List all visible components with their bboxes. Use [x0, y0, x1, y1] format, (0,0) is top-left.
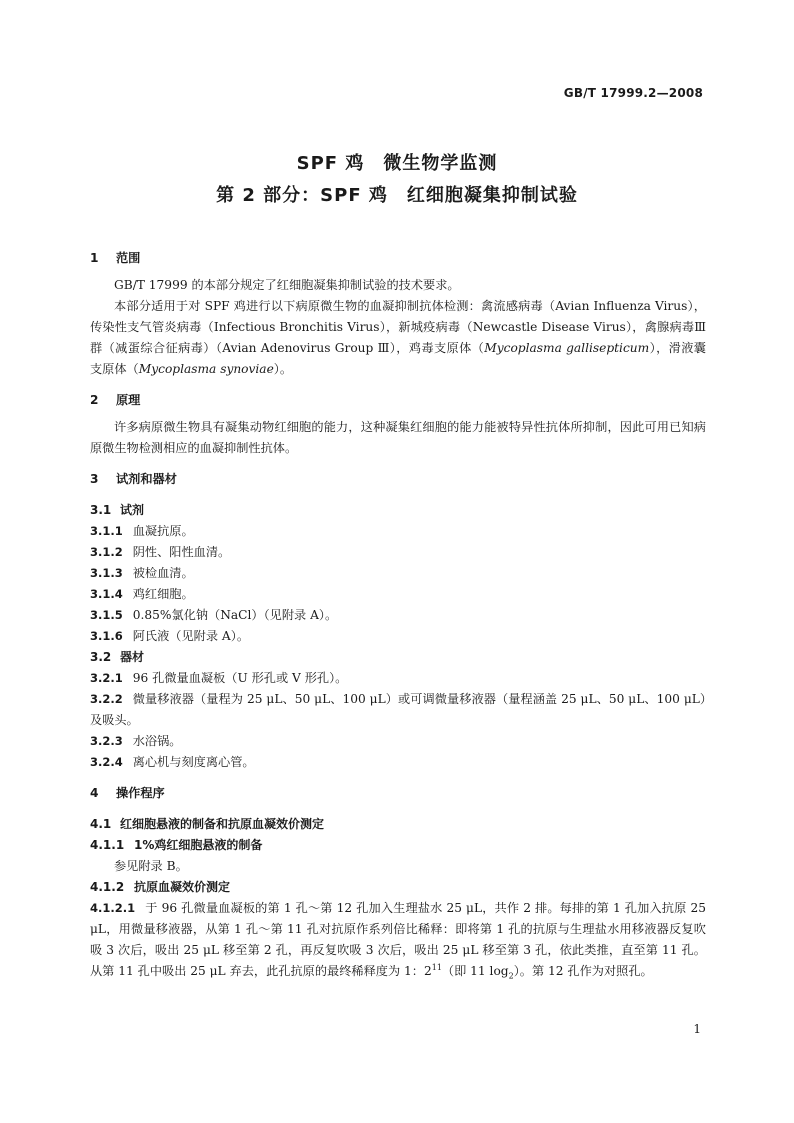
equipment-item: 3.2.2 微量移液器（量程为 25 μL、50 μL、100 μL）或可调微量移液器（量程涵盖 25 μL、50 μL、100 μL）及吸头。	[90, 692, 706, 727]
section-number: 3	[90, 472, 99, 486]
document-body	[90, 248, 706, 982]
reagent-item: 3.1.3 被检血清。	[90, 566, 194, 580]
standard-number: GB/T 17999.2—2008	[563, 86, 703, 100]
subsection-heading-equipment	[90, 647, 706, 668]
section-heading-reagents-equipment	[90, 469, 706, 490]
principle-paragraph: 许多病原微生物具有凝集动物红细胞的能力，这种凝集红细胞的能力能被特异性抗体所抑制，因此可用已知病原微生物检测相应的血凝抑制性抗体。	[90, 420, 706, 455]
scope-paragraph-1: GB/T 17999 的本部分规定了红细胞凝集抑制试验的技术要求。	[114, 278, 460, 292]
equipment-item: 3.2.1 96 孔微量血凝板（U 形孔或 V 形孔）。	[90, 671, 348, 685]
reagent-item: 3.1.4 鸡红细胞。	[90, 587, 194, 601]
reagent-item: 3.1.5 0.85%氯化钠（NaCl）（见附录 A）。	[90, 608, 338, 622]
reagent-item: 3.1.1 血凝抗原。	[90, 524, 194, 538]
antigen-titer-procedure: 4.1.2.1 于 96 孔微量血凝板的第 1 孔～第 12 孔加入生理盐水 25 μL，共作 2 排。每排的第 1 孔加入抗原 25 μL，用微量移液器，从第 1 孔～第 11 孔对抗原作系列倍比稀释：即将第 1 孔的抗原与生理盐水用移液器反复吹吸 3 次后，吸出 25 μL 移至第 2 孔，再反复吹吸 3 次后，吸出 25 μL 移至第 3 孔，依此类推，直至第 11 孔。从第 11 孔中吸出 25 μL 弃去，此孔抗原的最终稀释度为 1：$2^{11}$（即 11 $\log_2$）。第 12 孔作为对照孔。	[90, 901, 706, 981]
subsection-heading-rbc-suspension	[90, 835, 706, 856]
equipment-item: 3.2.3 水浴锅。	[90, 734, 182, 748]
page-number: 1	[693, 1022, 701, 1036]
subsection-heading-antigen-titer	[90, 877, 706, 898]
subsection-title: 红细胞悬液的制备和抗原血凝效价测定	[120, 817, 325, 831]
equipment-item: 3.2.4 离心机与刻度离心管。	[90, 755, 255, 769]
subsection-number: 3.2	[90, 650, 112, 664]
section-title: 原理	[116, 393, 141, 407]
subsection-heading-rbc-preparation	[90, 814, 706, 835]
section-heading-scope	[90, 248, 706, 269]
section-title: 试剂和器材	[116, 472, 177, 486]
section-heading-principle	[90, 390, 706, 411]
reagent-item: 3.1.6 阿氏液（见附录 A）。	[90, 629, 250, 643]
subsection-title: 试剂	[120, 503, 145, 517]
section-title: 范围	[116, 251, 141, 265]
scope-paragraph-2: 本部分适用于对 SPF 鸡进行以下病原微生物的血凝抑制抗体检测：禽流感病毒（Avian Influenza Virus），传染性支气管炎病毒（Infectious Bronchitis Virus），新城疫病毒（Newcastle Disease Virus），禽腺病毒Ⅲ群（减蛋综合征病毒）（Avian Adenovirus Group Ⅲ），鸡毒支原体（Mycoplasma gallisepticum），滑液囊支原体（Mycoplasma synoviae）。	[90, 299, 706, 376]
subsection-title: 器材	[120, 650, 145, 664]
section-number: 2	[90, 393, 99, 407]
section-title: 操作程序	[116, 786, 165, 800]
subsection-number: 4.1.1	[90, 838, 125, 852]
section-number: 1	[90, 251, 99, 265]
subsection-title: 抗原血凝效价测定	[134, 880, 231, 894]
document-title-line2: 第 2 部分：SPF 鸡 红细胞凝集抑制试验	[216, 185, 578, 206]
section-number: 4	[90, 786, 99, 800]
subsection-heading-reagents	[90, 500, 706, 521]
subsection-title: 1%鸡红细胞悬液的制备	[134, 838, 263, 852]
document-title-line1: SPF 鸡 微生物学监测	[296, 153, 498, 174]
subsection-number: 4.1.2	[90, 880, 125, 894]
rbc-suspension-text: 参见附录 B。	[114, 859, 188, 873]
reagent-item: 3.1.2 阴性、阳性血清。	[90, 545, 231, 559]
subsection-number: 3.1	[90, 503, 112, 517]
section-heading-procedure	[90, 783, 706, 804]
subsection-number: 4.1	[90, 817, 112, 831]
